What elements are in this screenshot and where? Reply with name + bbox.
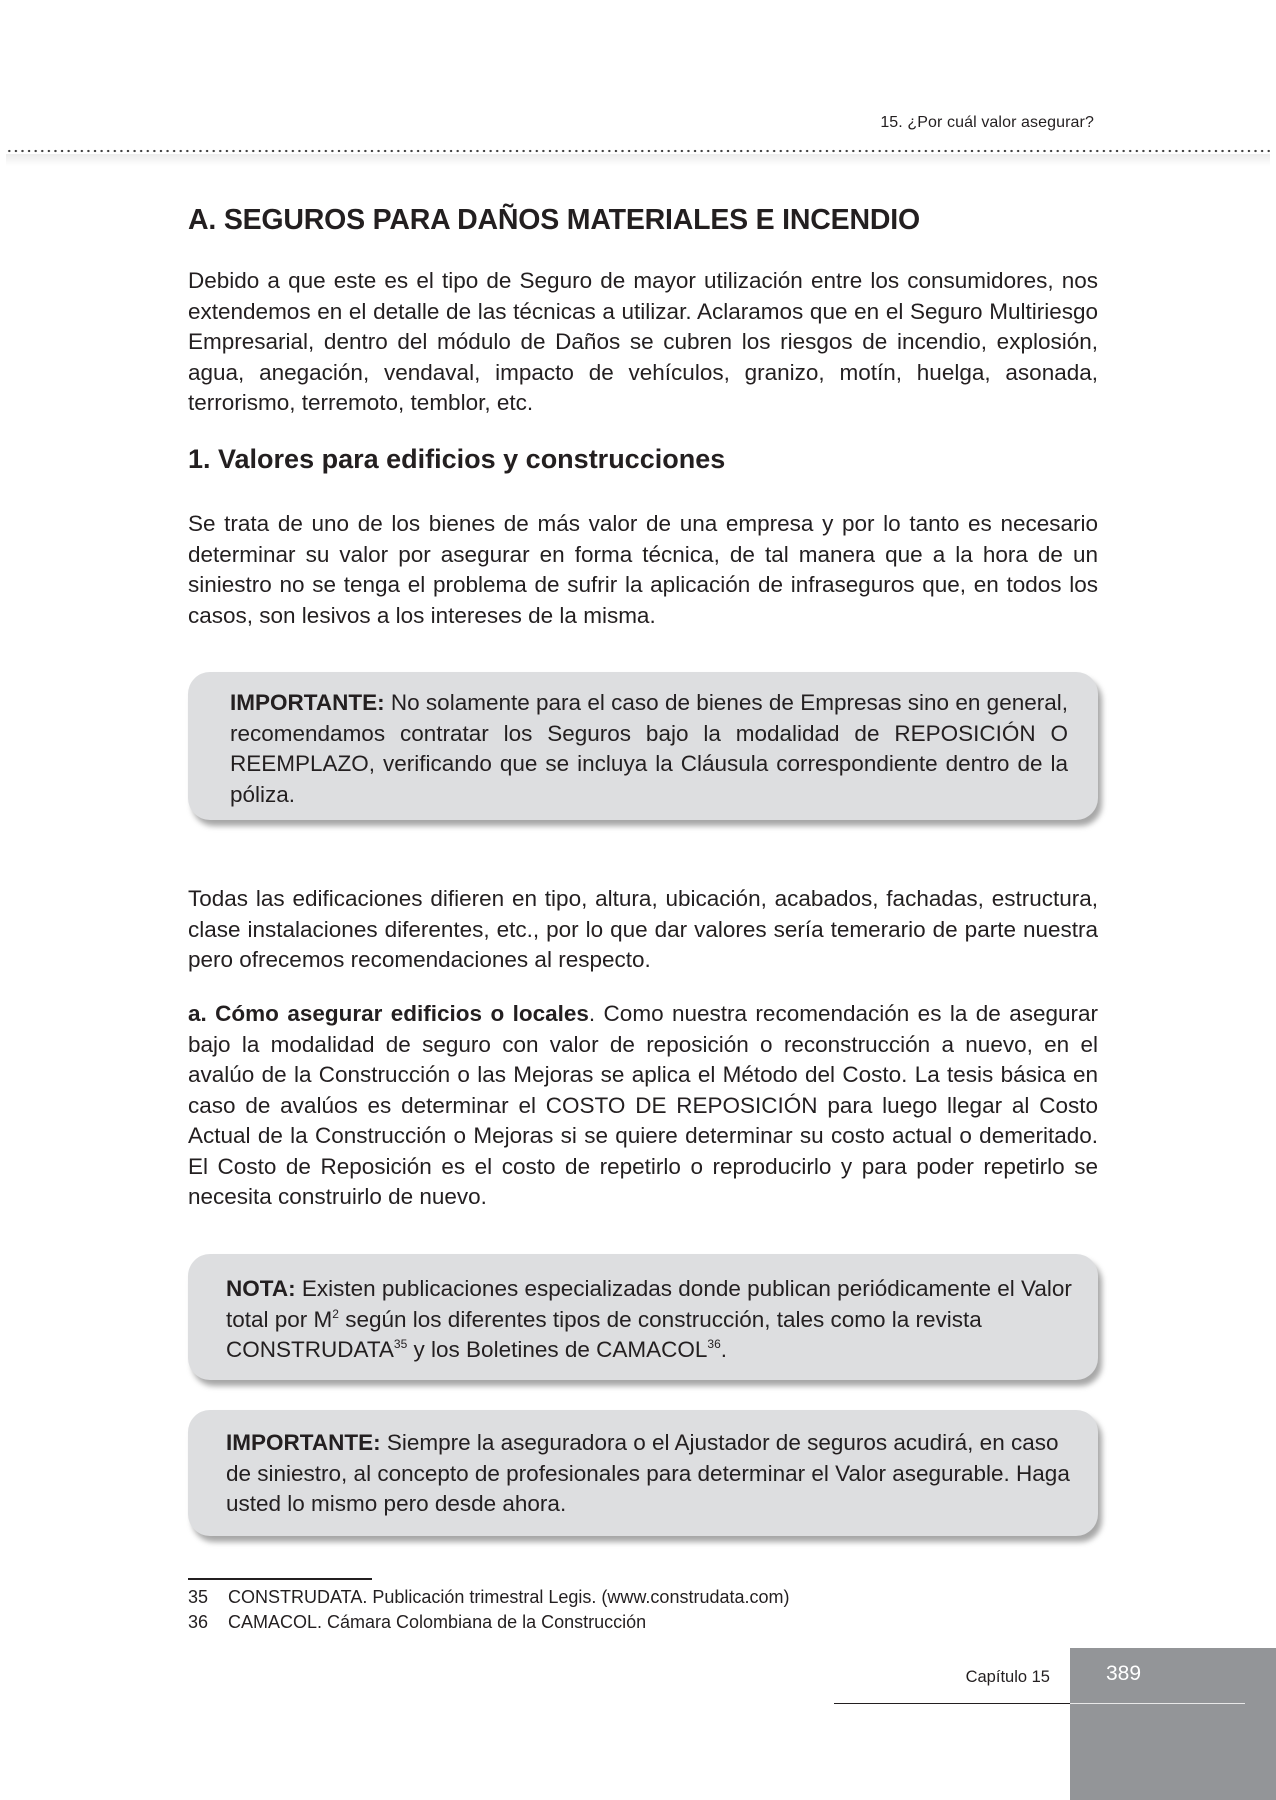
item-a-label: a. Cómo asegurar edificios o locales xyxy=(188,1001,589,1026)
note-callout xyxy=(188,1254,1098,1380)
important-callout-1 xyxy=(188,672,1098,820)
important-label: IMPORTANTE: xyxy=(230,690,385,715)
footnote-36: 36 CAMACOL. Cámara Colombiana de la Construcción xyxy=(188,1612,647,1632)
important-callout-1-text: IMPORTANTE: No solamente para el caso de bienes de Empresas sino en general, recomendamos contratar los Seguros bajo la modalidad de REPOSICIÓN O REEMPLAZO, verificando que se incluya la Cláusula correspondiente dentro de la póliza. xyxy=(230,690,1068,807)
footnotes xyxy=(188,1585,790,1635)
page-number: 389 xyxy=(1106,1662,1142,1685)
page-tab-rule xyxy=(1070,1703,1245,1704)
footnote-ref-35: 35 xyxy=(393,1337,408,1351)
paragraph-bienes: Se trata de uno de los bienes de más valor de una empresa y por lo tanto es necesario determinar su valor por asegurar en forma técnica, de tal manera que a la hora de un siniestro no se tenga el problema de sufrir la aplicación de infraseguros que, en todos los casos, son lesivos a los intereses de la misma. xyxy=(188,511,1098,628)
page-number-tab xyxy=(1070,1648,1276,1800)
footer-chapter: Capítulo 15 xyxy=(965,1668,1050,1686)
section-title: A. SEGUROS PARA DAÑOS MATERIALES E INCENDIO xyxy=(188,204,920,236)
dotted-rule xyxy=(6,149,1270,153)
footnote-separator xyxy=(188,1578,372,1580)
paragraph-edificaciones: Todas las edificaciones difieren en tipo, altura, ubicación, acabados, fachadas, estructura, clase instalaciones diferentes, etc., por lo que dar valores sería temerario de parte nuestra pero ofrecemos recomendaciones al respecto. xyxy=(188,886,1098,972)
intro-paragraph: Debido a que este es el tipo de Seguro de mayor utilización entre los consumidores, nos extendemos en el detalle de las técnicas a utilizar. Aclaramos que en el Seguro Multiriesgo Empresarial, dentro del módulo de Daños se cubren los riesgos de incendio, explosión, agua, anegación, vendaval, impacto de vehículos, granizo, motín, huelga, asonada, terrorismo, terremoto, temblor, etc. xyxy=(188,268,1098,415)
note-callout-text: NOTA: Existen publicaciones especializadas donde publican periódicamente el Valor total por $M^2$ según los diferentes tipos de construcción, tales como la revista CONSTRUDATA$^{35}$ y los Boletines de CAMACOL$^{36}$. xyxy=(226,1276,1072,1362)
footnote-35: 35 CONSTRUDATA. Publicación trimestral Legis. (www.construdata.com) xyxy=(188,1587,790,1607)
footnote-ref-36: 36 xyxy=(707,1337,721,1351)
paragraph-como-asegurar: a. Cómo asegurar edificios o locales. Como nuestra recomendación es la de asegurar bajo la modalidad de seguro con valor de reposición o reconstrucción a nuevo, en el avalúo de la Construcción o las Mejoras se aplica el Método del Costo. La tesis básica en caso de avalúos es determinar el COSTO DE REPOSICIÓN para luego llegar al Costo Actual de la Construcción o Mejoras si se quiere determinar su costo actual o demeritado. El Costo de Reposición es el costo de repetirlo o reproducirlo y para poder repetirlo se necesita construirlo de nuevo. xyxy=(188,1001,1098,1209)
important-label: IMPORTANTE: xyxy=(226,1430,381,1455)
important-callout-2-text: IMPORTANTE: Siempre la aseguradora o el Ajustador de seguros acudirá, en caso de siniestro, al concepto de profesionales para determinar el Valor asegurable. Haga usted lo mismo pero desde ahora. xyxy=(226,1430,1070,1516)
dotted-rule-shadow xyxy=(6,154,1270,166)
note-label: NOTA: xyxy=(226,1276,296,1301)
running-head: 15. ¿Por cuál valor asegurar? xyxy=(880,114,1094,131)
important-callout-2 xyxy=(188,1410,1098,1536)
subsection-title: 1. Valores para edificios y construcciones xyxy=(188,444,726,474)
